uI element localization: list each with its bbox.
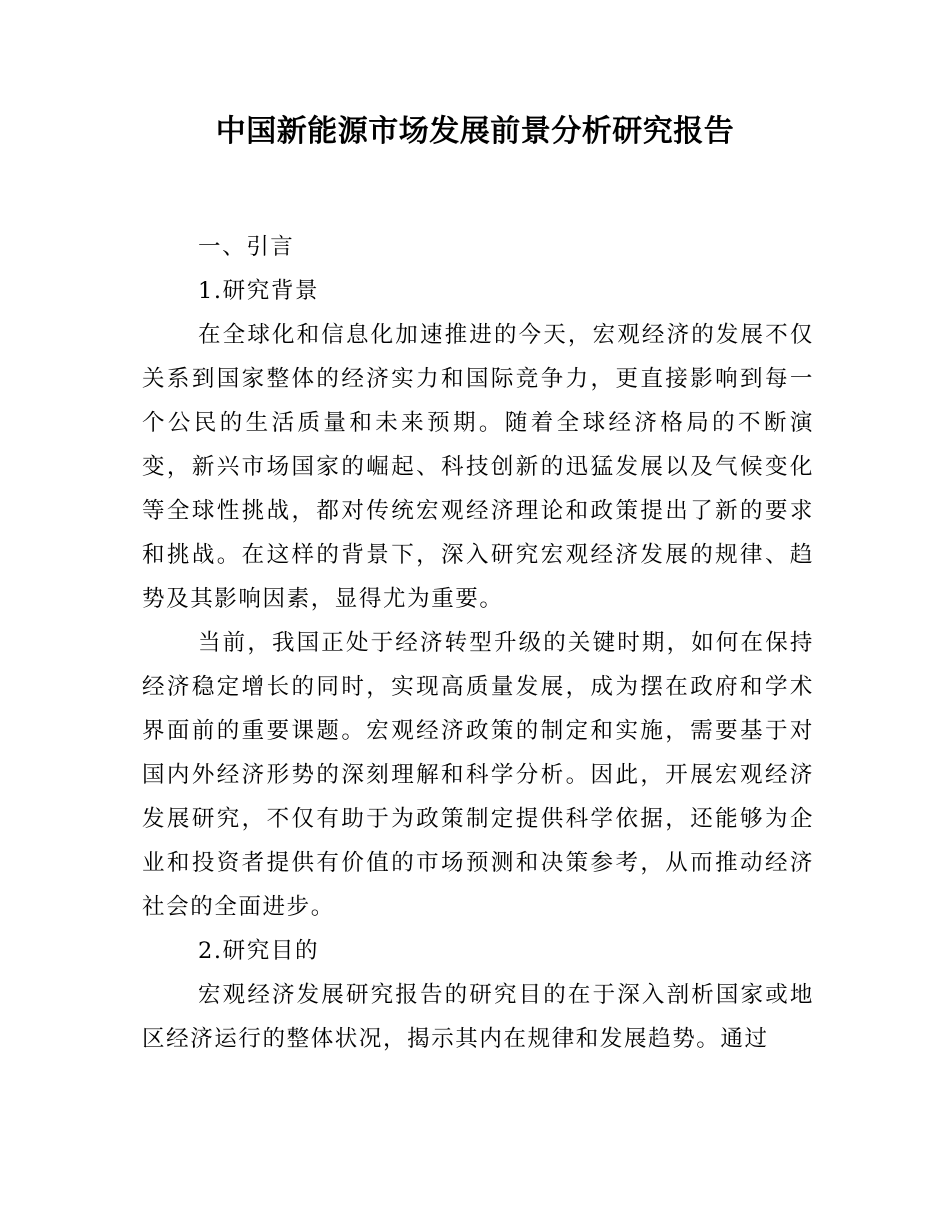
section-heading-research-purpose: 2.研究目的 xyxy=(198,938,320,964)
section-heading-research-background: 1.研究背景 xyxy=(198,278,320,304)
document-body xyxy=(142,225,814,1061)
section-heading-introduction: 一、引言 xyxy=(198,234,295,260)
paragraph-purpose-1: 宏观经济发展研究报告的研究目的在于深入剖析国家或地区经济运行的整体状况，揭示其内在规律和发展趋势。通过 xyxy=(142,982,814,1052)
paragraph-background-2: 当前，我国正处于经济转型升级的关键时期，如何在保持经济稳定增长的同时，实现高质量发展，成为摆在政府和学术界面前的重要课题。宏观经济政策的制定和实施，需要基于对国内外经济形势的深刻理解和科学分析。因此，开展宏观经济发展研究，不仅有助于为政策制定提供科学依据，还能够为企业和投资者提供有价值的市场预测和决策参考，从而推动经济社会的全面进步。 xyxy=(142,630,814,920)
document-title: 中国新能源市场发展前景分析研究报告 xyxy=(215,114,735,149)
paragraph-background-1: 在全球化和信息化加速推进的今天，宏观经济的发展不仅关系到国家整体的经济实力和国际竞争力，更直接影响到每一个公民的生活质量和未来预期。随着全球经济格局的不断演变，新兴市场国家的崛起、科技创新的迅猛发展以及气候变化等全球性挑战，都对传统宏观经济理论和政策提出了新的要求和挑战。在这样的背景下，深入研究宏观经济发展的规律、趋势及其影响因素，显得尤为重要。 xyxy=(142,322,814,612)
